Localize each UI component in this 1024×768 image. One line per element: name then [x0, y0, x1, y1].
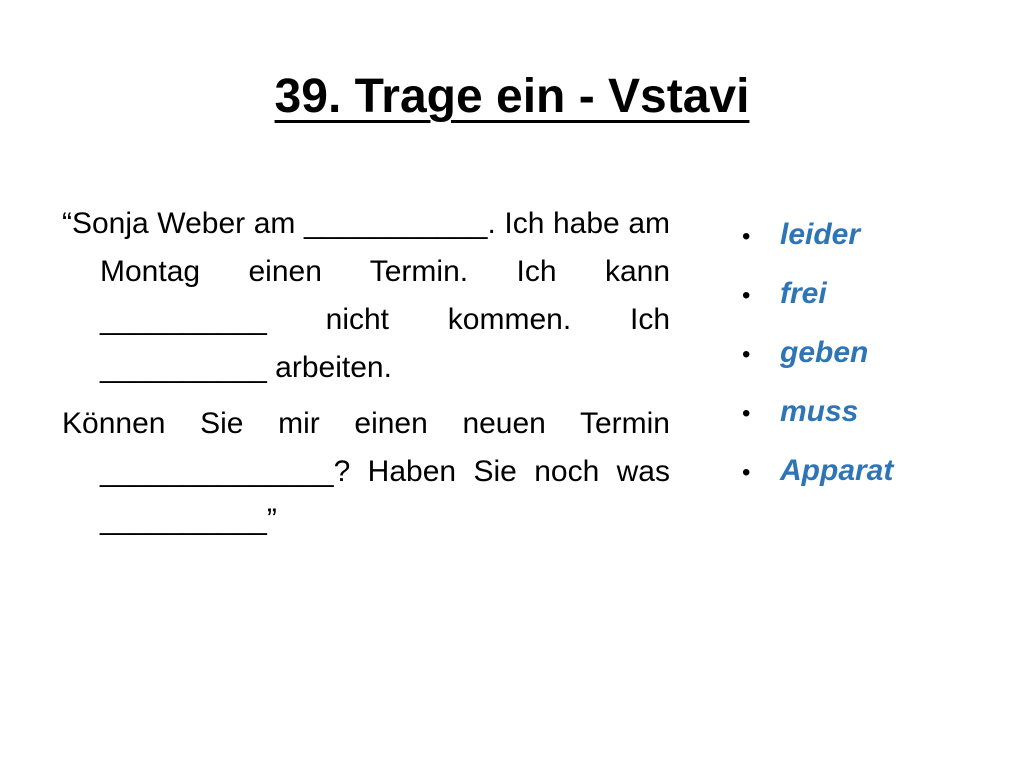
exercise-text	[62, 200, 670, 552]
slide-title	[0, 62, 1024, 132]
bullet-icon: •	[742, 459, 751, 486]
slide-title-text: 39. Trage ein - Vstavi	[274, 70, 750, 123]
word-bank-word: frei	[780, 277, 827, 310]
word-bank-item	[742, 206, 1002, 265]
exercise-paragraph: Können Sie mir einen neuen Termin ______________? Haben Sie noch was __________”	[62, 407, 670, 536]
word-bank-item	[742, 265, 1002, 324]
word-bank-word: muss	[780, 395, 859, 428]
bullet-icon: •	[742, 341, 751, 368]
bullet-icon: •	[742, 223, 751, 250]
exercise-paragraph: “Sonja Weber am ___________. Ich habe am Montag einen Termin. Ich kann __________ nicht kommen. Ich __________ arbeiten.	[62, 207, 670, 384]
word-bank-word: Apparat	[780, 454, 894, 487]
word-bank-item	[742, 383, 1002, 442]
word-bank-list	[742, 206, 1002, 501]
word-bank-word: geben	[780, 336, 869, 369]
word-bank-item	[742, 442, 1002, 501]
word-bank-word: leider	[780, 218, 861, 251]
word-bank-item	[742, 324, 1002, 383]
bullet-icon: •	[742, 282, 751, 309]
bullet-icon: •	[742, 400, 751, 427]
